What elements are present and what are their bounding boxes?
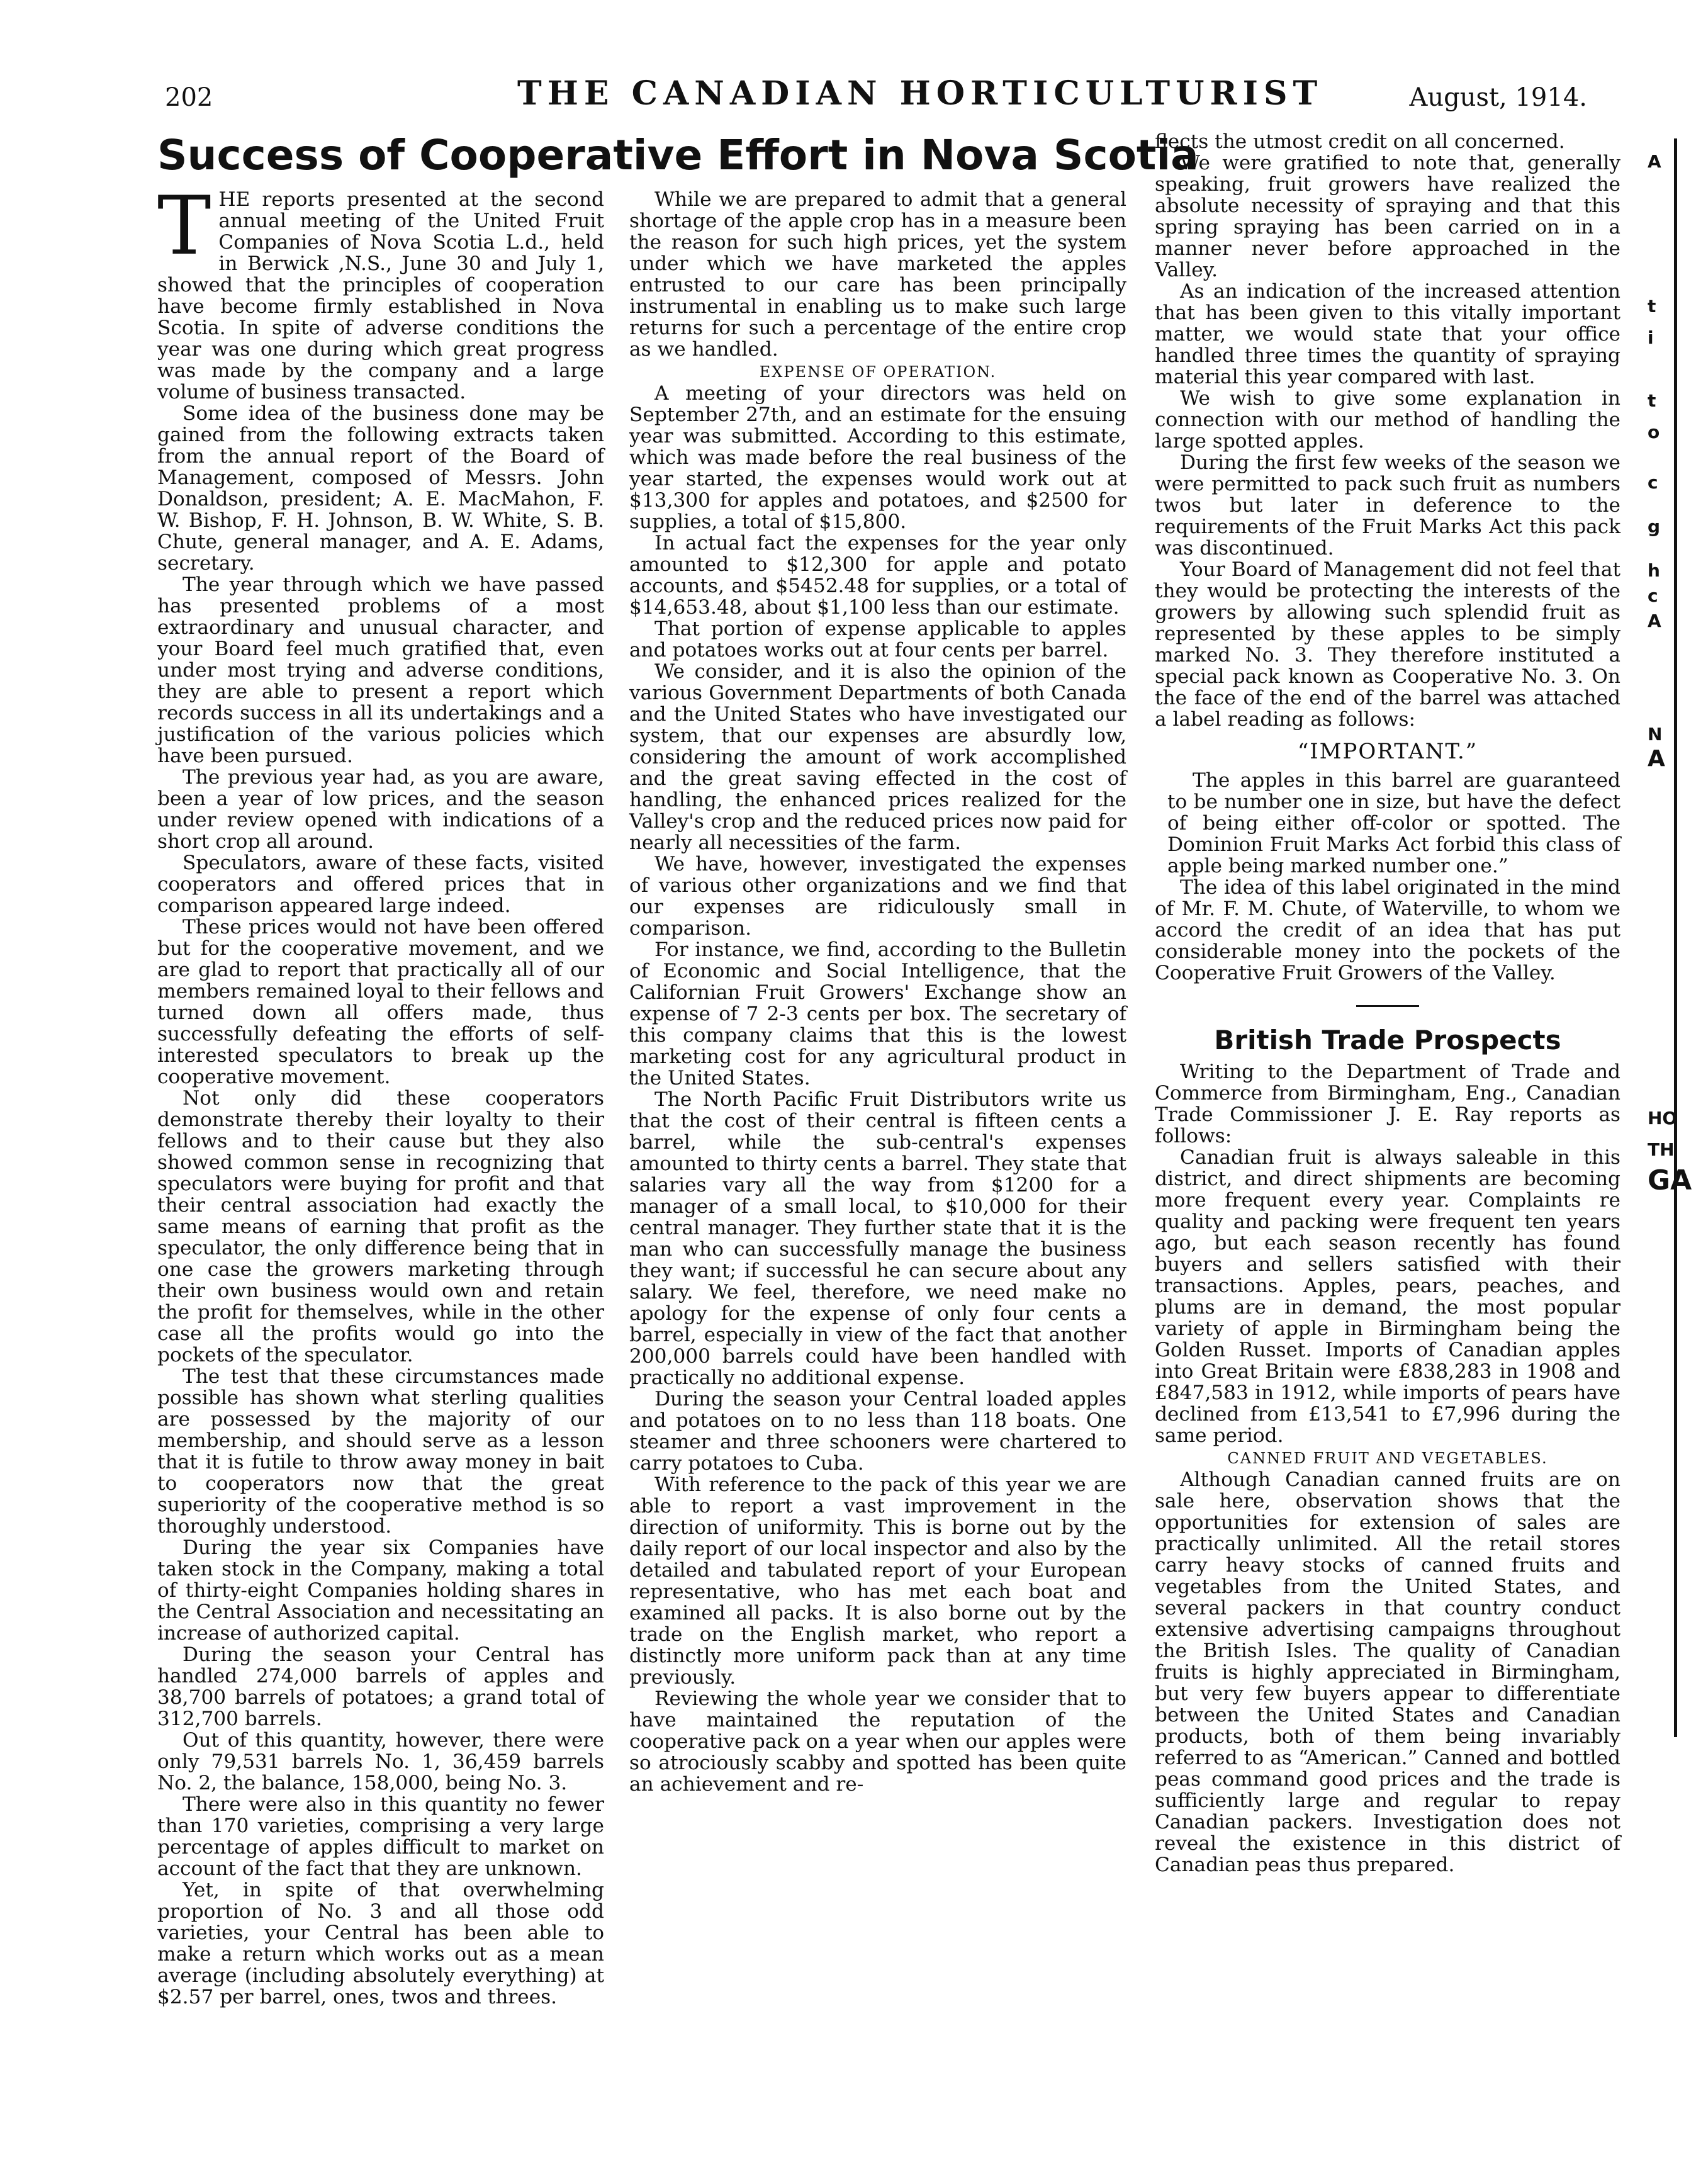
- edge-letter: t: [1648, 390, 1656, 411]
- edge-letter: GA: [1648, 1164, 1692, 1196]
- adjacent-page-edge: [1643, 138, 1696, 2184]
- paragraph: The North Pacific Fruit Distributors write us that the cost of their central is fifteen cents a barrel, while the sub-central's expenses amounted to thirty cents a barrel. They state that salaries vary all the way from $1200 for a manager of a small local, to $10,000 for their central manager. They further state that it is the man who can successfully manage the business they want; if successful he can secure about any salary. We feel, therefore, we need make no apology for the expense of only four cents a barrel, especially in view of the fact that another 200,000 barrels could have been handled with practically no additional expense.: [629, 1088, 1126, 1390]
- paragraph: Although Canadian canned fruits are on sale here, observation shows that the opportunities for extension of sales are practically unlimited. All the retail stores carry heavy stocks of canned fruits and vegetables from the United States, and several packers in that country conduct extensive advertising campaigns throughout the British Isles. The quality of Canadian fruits is highly appreciated in Birmingham, but very few buyers appear to differentiate between the United States and Canadian products, both of them being invariably referred to as “American.” Canned and bottled peas command good prices and the trade is sufficiently large and regular to repay Canadian packers. Investigation does not reveal the existence in this district of Canadian peas thus prepared.: [1155, 1468, 1620, 1876]
- article-column-1: [157, 179, 604, 2008]
- paragraph: There were also in this quantity no fewer than 170 varieties, comprising a very large percentage of apples difficult to market on account of the fact that they are unknown.: [157, 1793, 604, 1880]
- section-heading-canned: CANNED FRUIT AND VEGETABLES.: [1227, 1449, 1548, 1467]
- paragraph-continued: flects the utmost credit on all concerned.: [1155, 130, 1565, 153]
- article-column-3: [1155, 131, 1620, 1876]
- label-heading-important: “IMPORTANT.”: [1297, 739, 1478, 764]
- page-header: [165, 74, 1587, 125]
- paragraph: The previous year had, as you are aware, been a year of low prices, and the season under review opened with indications of a short crop all around.: [157, 766, 604, 853]
- sidebar-article-title: British Trade Prospects: [1214, 1025, 1561, 1056]
- paragraph: These prices would not have been offered but for the cooperative movement, and we are glad to report that practically all of our members remained loyal to their fellows and turned down all offers made, thus successfully defeating the efforts of self-interested speculators to break up the cooperative movement.: [157, 916, 604, 1088]
- edge-letter: g: [1648, 516, 1661, 537]
- paragraph: Writing to the Department of Trade and Commerce from Birmingham, Eng., Canadian Trade Commissioner J. E. Ray reports as follows:: [1155, 1060, 1620, 1147]
- edge-letter: A: [1648, 611, 1661, 631]
- paragraph: A meeting of your directors was held on September 27th, and an estimate for the ensuing year was submitted. According to this estimate, which was made before the real business of the year started, the expenses would work out at $13,300 for apples and potatoes, and $2500 for supplies, a total of $15,800.: [629, 382, 1126, 534]
- paragraph: As an indication of the increased attention that has been given to this vitally important matter, we would state that your office handled three times the quantity of spraying material this year compared with last.: [1155, 280, 1620, 388]
- publication-title: THE CANADIAN HORTICULTURIST: [517, 74, 1323, 113]
- section-divider: [1356, 1005, 1419, 1007]
- edge-letter: A: [1648, 746, 1665, 772]
- paragraph: Your Board of Management did not feel that they would be protecting the interests of the growers by allowing such splendid fruit as represented by these apples to be simply marked No. 3. They therefore instituted a special pack known as Cooperative No. 3. On the face of the end of the barrel was attached a label reading as follows:: [1155, 558, 1620, 731]
- paragraph: During the first few weeks of the season we were permitted to pack such fruit as numbers twos but later in deference to the requirements of the Fruit Marks Act this pack was discontinued.: [1155, 451, 1620, 560]
- paragraph: During the year six Companies have taken stock in the Company, making a total of thirty-eight Companies holding shares in the Central Association and necessitating an increase of authorized capital.: [157, 1536, 604, 1645]
- paragraph: The test that these circumstances made possible has shown what sterling qualities are possessed by the majority of our membership, and should serve as a lesson that it is futile to throw away money in bait to cooperators now that the great superiority of the cooperative method is so thoroughly understood.: [157, 1365, 604, 1538]
- edge-letter: c: [1648, 472, 1658, 493]
- column-rule: [1674, 138, 1677, 1737]
- paragraph: Reviewing the whole year we consider that to have maintained the reputation of the cooperative pack on a year when our apples were so atrociously scabby and spotted has been quite an achievement and re-: [629, 1687, 1126, 1796]
- paragraph: While we are prepared to admit that a general shortage of the apple crop has in a measure been the reason for such high prices, yet the system under which we have marketed the apples entrusted to our care has been principally instrumental in enabling us to make such large returns for such a percentage of the entire crop as we handled.: [629, 188, 1126, 361]
- paragraph: Not only did these cooperators demonstrate thereby their loyalty to their fellows and to their cause but they also showed common sense in recognizing that speculators were buying for profit and that their central association had exactly the same means of earning that profit as the speculator, the only difference being that in one case the growers marketing through their own business would own and retain the profit for themselves, while in the other case all the profits would go into the pockets of the speculator.: [157, 1087, 604, 1366]
- edge-letter: HO: [1648, 1108, 1678, 1129]
- article-column-2: [629, 189, 1126, 1795]
- paragraph: We wish to give some explanation in connection with our method of handling the large spotted apples.: [1155, 387, 1620, 453]
- paragraph: We consider, and it is also the opinion of the various Government Departments of both Canada and the United States who have investigated our system, that our expenses are absurdly low, considering the amount of work accomplished and the great saving effected in the cost of handling, the enhanced prices realized for the Valley's crop and the reduced prices now paid for nearly all necessities of the farm.: [629, 660, 1126, 855]
- paragraph: We were gratified to note that, generally speaking, fruit growers have realized the absolute necessity of spraying and that this spring spraying has been carried on in a manner never before approached in the Valley.: [1155, 152, 1620, 281]
- edge-letter: A: [1648, 151, 1661, 172]
- paragraph: During the season your Central loaded apples and potatoes on to no less than 118 boats. One steamer and three schooners were chartered to carry potatoes to Cuba.: [629, 1388, 1126, 1475]
- quote-text: The apples in this barrel are guaranteed to be number one in size, but have the defect of being either off-color or spotted. The Dominion Fruit Marks Act forbid this class of apple being marked number one.”: [1167, 769, 1620, 878]
- article-title: Success of Cooperative Effort in Nova Scotia: [157, 131, 1199, 179]
- paragraph: Canadian fruit is always saleable in this district, and direct shipments are becoming more frequent every year. Complaints re quality and packing were frequent ten years ago, but each season recently has found buyers and sellers satisfied with their transactions. Apples, pears, peaches, and plums are in demand, the most popular variety of apple in Birmingham being the Golden Russet. Imports of Canadian apples into Great Britain were £838,283 in 1908 and £847,583 in 1912, while imports of pears have declined from £13,541 to £7,996 during the same period.: [1155, 1145, 1620, 1447]
- label-quote: [1155, 770, 1620, 877]
- paragraph: That portion of expense applicable to apples and potatoes works out at four cents per barrel.: [629, 617, 1126, 662]
- section-heading-expense: EXPENSE OF OPERATION.: [759, 363, 997, 381]
- paragraph: In actual fact the expenses for the year only amounted to $12,300 for apple and potato accounts, and $5452.48 for supplies, or a total of $14,653.48, about $1,100 less than our estimate.: [629, 532, 1126, 619]
- edge-letter: c: [1648, 585, 1658, 606]
- paragraph: For instance, we find, according to the Bulletin of Economic and Social Intelligence, that the Californian Fruit Growers' Exchange show an expense of 7 2-3 cents per box. The secretary of this company claims that this is the lowest marketing cost for any agricultural product in the United States.: [629, 938, 1126, 1090]
- drop-cap: T: [157, 179, 211, 273]
- edge-letter: i: [1648, 327, 1654, 348]
- edge-letter: o: [1648, 422, 1660, 442]
- edge-letter: TH: [1648, 1139, 1675, 1160]
- edge-letter: t: [1648, 296, 1656, 317]
- first-paragraph: [157, 179, 604, 403]
- page-number: 202: [165, 83, 213, 112]
- paragraph: The idea of this label originated in the mind of Mr. F. M. Chute, of Waterville, to whom we accord the credit of an idea that has put considerable money into the pockets of the Cooperative Fruit Growers of the Valley.: [1155, 876, 1620, 985]
- paragraph: The year through which we have passed has presented problems of a most extraordinary and unusual character, and your Board feel much gratified that, even under most trying and adverse conditions, they are able to present a report which records success in all its undertakings and a justification of the various policies which have been pursued.: [157, 573, 604, 767]
- paragraph: Speculators, aware of these facts, visited cooperators and offered prices that in comparison appeared large indeed.: [157, 852, 604, 917]
- paragraph: During the season your Central has handled 274,000 barrels of apples and 38,700 barrels of potatoes; a grand total of 312,700 barrels.: [157, 1643, 604, 1730]
- paragraph: We have, however, investigated the expenses of various other organizations and we find that our expenses are ridiculously small in comparison.: [629, 853, 1126, 940]
- edge-letter: N: [1648, 724, 1663, 745]
- edge-letter: h: [1648, 560, 1660, 581]
- paragraph: Some idea of the business done may be gained from the following extracts taken from the annual report of the Board of Management, composed of Messrs. John Donaldson, president; A. E. MacMahon, F. W. Bishop, F. H. Johnson, B. W. White, S. B. Chute, general manager, and A. E. Adams, secretary.: [157, 402, 604, 575]
- paragraph: With reference to the pack of this year we are able to report a vast improvement in the direction of uniformity. This is borne out by the daily report of our local inspector and also by the detailed and tabulated report of your European representative, who has met each boat and examined all packs. It is also borne out by the trade on the English market, who report a distinctly more uniform pack than at any time previously.: [629, 1473, 1126, 1689]
- paragraph-text: HE reports presented at the second annual meeting of the United Fruit Companies of Nova Scotia L.d., held in Berwick ,N.S., June 30 and July 1, showed that the principles of cooperation have become firmly established in Nova Scotia. In spite of adverse conditions the year was one during which great progress was made by the company and a large volume of business transacted.: [157, 188, 604, 403]
- issue-date: August, 1914.: [1409, 83, 1587, 112]
- paragraph: Yet, in spite of that overwhelming proportion of No. 3 and all those odd varieties, your Central has been able to make a return which works out as a mean average (including absolutely everything) at $2.57 per barrel, ones, twos and threes.: [157, 1879, 604, 2008]
- paragraph: Out of this quantity, however, there were only 79,531 barrels No. 1, 36,459 barrels No. 2, the balance, 158,000, being No. 3.: [157, 1729, 604, 1794]
